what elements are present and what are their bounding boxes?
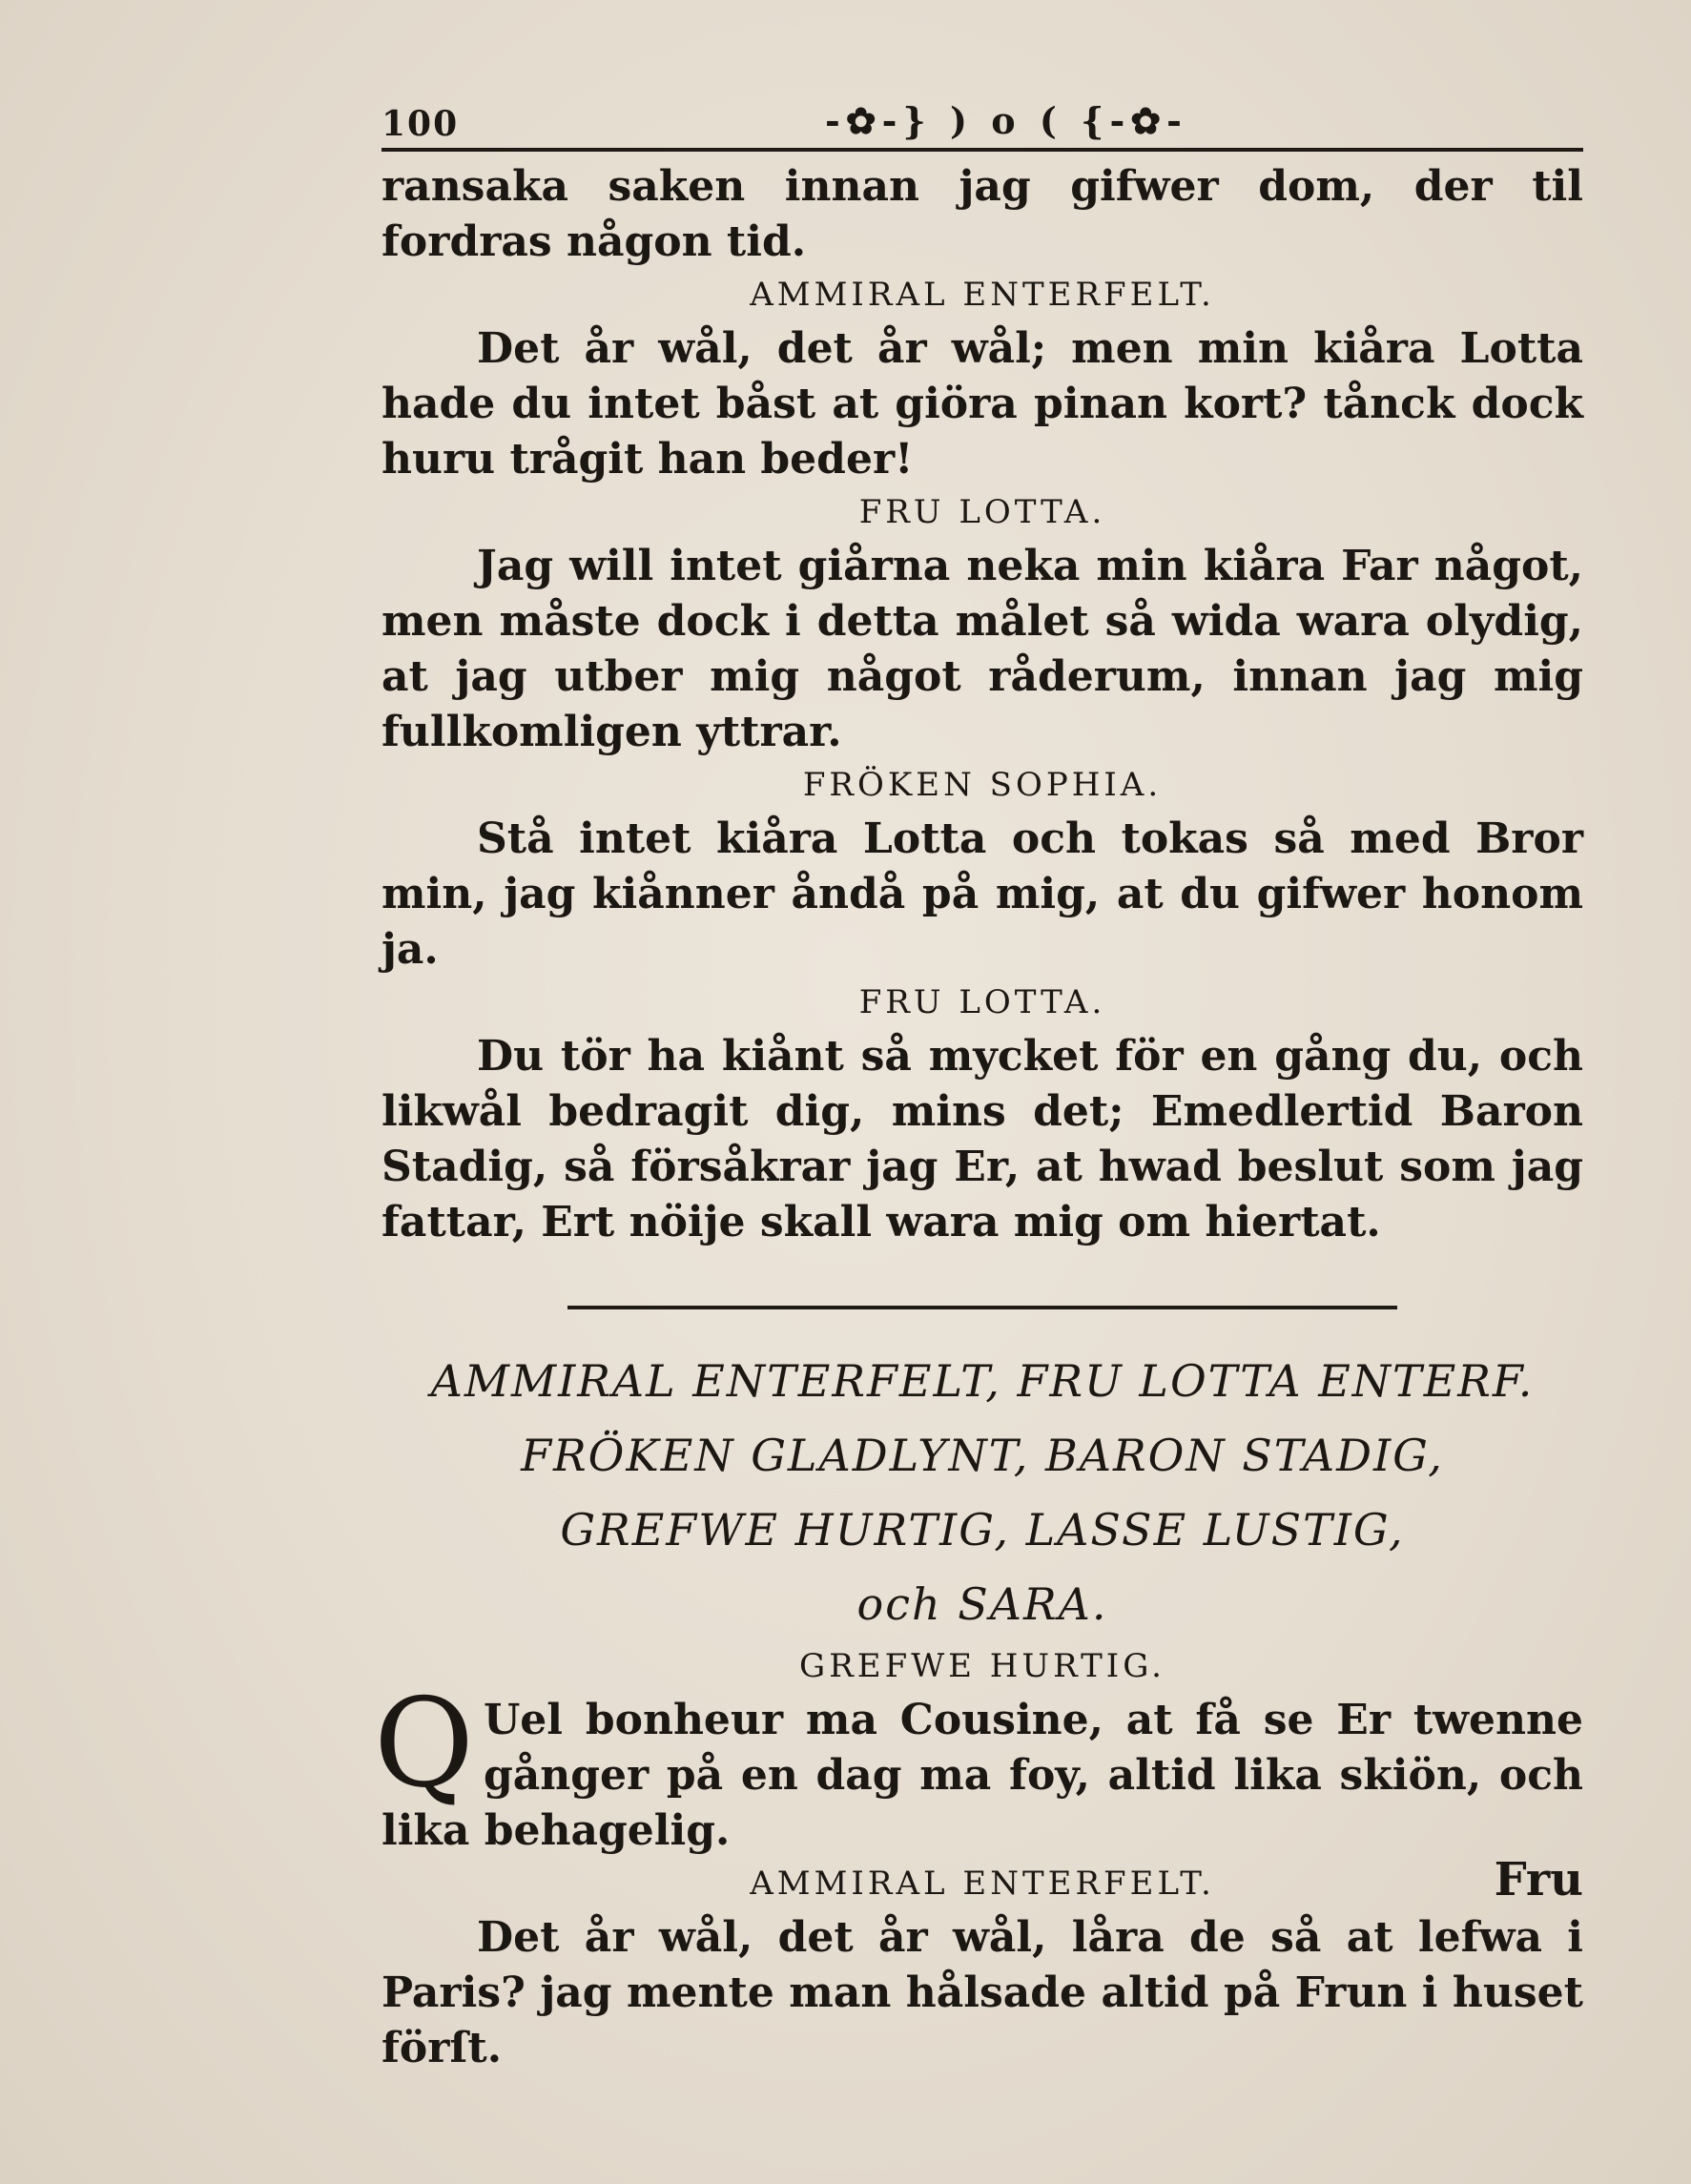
speech-paragraph: Det år wål, det år wål; men min kiåra Lotta hade du intet båst at giöra pinan kort? tånck dock huru trågit han beder! [382,324,1583,484]
header-ornament: -✿-} ) o ( {-✿- [825,99,1187,142]
cast-line: AMMIRAL ENTERFELT, FRU LOTTA ENTERF. [430,1355,1535,1407]
speaker-heading: GREFWE HURTIG. [799,1647,1165,1685]
cast-line: GREFWE HURTIG, LASSE LUSTIG, [560,1504,1405,1556]
speech-paragraph: Det år wål, det år wål, låra de så at lefwa i Paris? jag mente man hålsade altid på Frun i huset förſt. [382,1913,1583,2072]
speech-paragraph: Jag will intet giårna neka min kiåra Far något, men måste dock i detta målet så wida wara olydig, at jag utber mig något råderum, innan jag mig fullkomligen yttrar. [382,542,1583,756]
speaker-heading: FRU LOTTA. [858,983,1106,1021]
drop-cap: Q [374,1673,474,1815]
speech-paragraph [374,1673,1583,1859]
speech-text: Uel bonheur ma Cousine, at få se Er twenne gånger på en dag ma foy, altid lika skiön, och lika behagelig. [382,1696,1583,1855]
catchword: Fru [1494,1853,1583,1906]
speaker-heading: FRU LOTTA. [858,493,1106,531]
speaker-heading: AMMIRAL ENTERFELT. [750,1865,1215,1903]
page-number: 100 [382,104,460,144]
scene-divider [567,1306,1397,1309]
speech-paragraph: Stå intet kiåra Lotta och tokas så med Bror min, jag kiånner åndå på mig, at du gifwer honom ja. [382,814,1583,974]
cast-line: och SARA. [856,1578,1108,1630]
speech-paragraph: Du tör ha kiånt så mycket för en gång du, och likwål bedragit dig, mins det; Emedlertid Baron Stadig, så försåkrar jag Er, at hwad beslut som jag fattar, Ert nöije skall wara mig om hiertat. [382,1032,1583,1247]
continuation-text: ransaka saken innan jag gifwer dom, der til fordras någon tid. [382,162,1583,266]
running-header [382,91,1583,152]
speaker-heading: FRÖKEN SOPHIA. [802,766,1163,804]
cast-line: FRÖKEN GLADLYNT, BARON STADIG, [521,1430,1444,1481]
text-block [374,91,1583,2076]
scene-cast-list [382,1344,1583,1641]
speaker-heading: AMMIRAL ENTERFELT. [750,276,1215,314]
